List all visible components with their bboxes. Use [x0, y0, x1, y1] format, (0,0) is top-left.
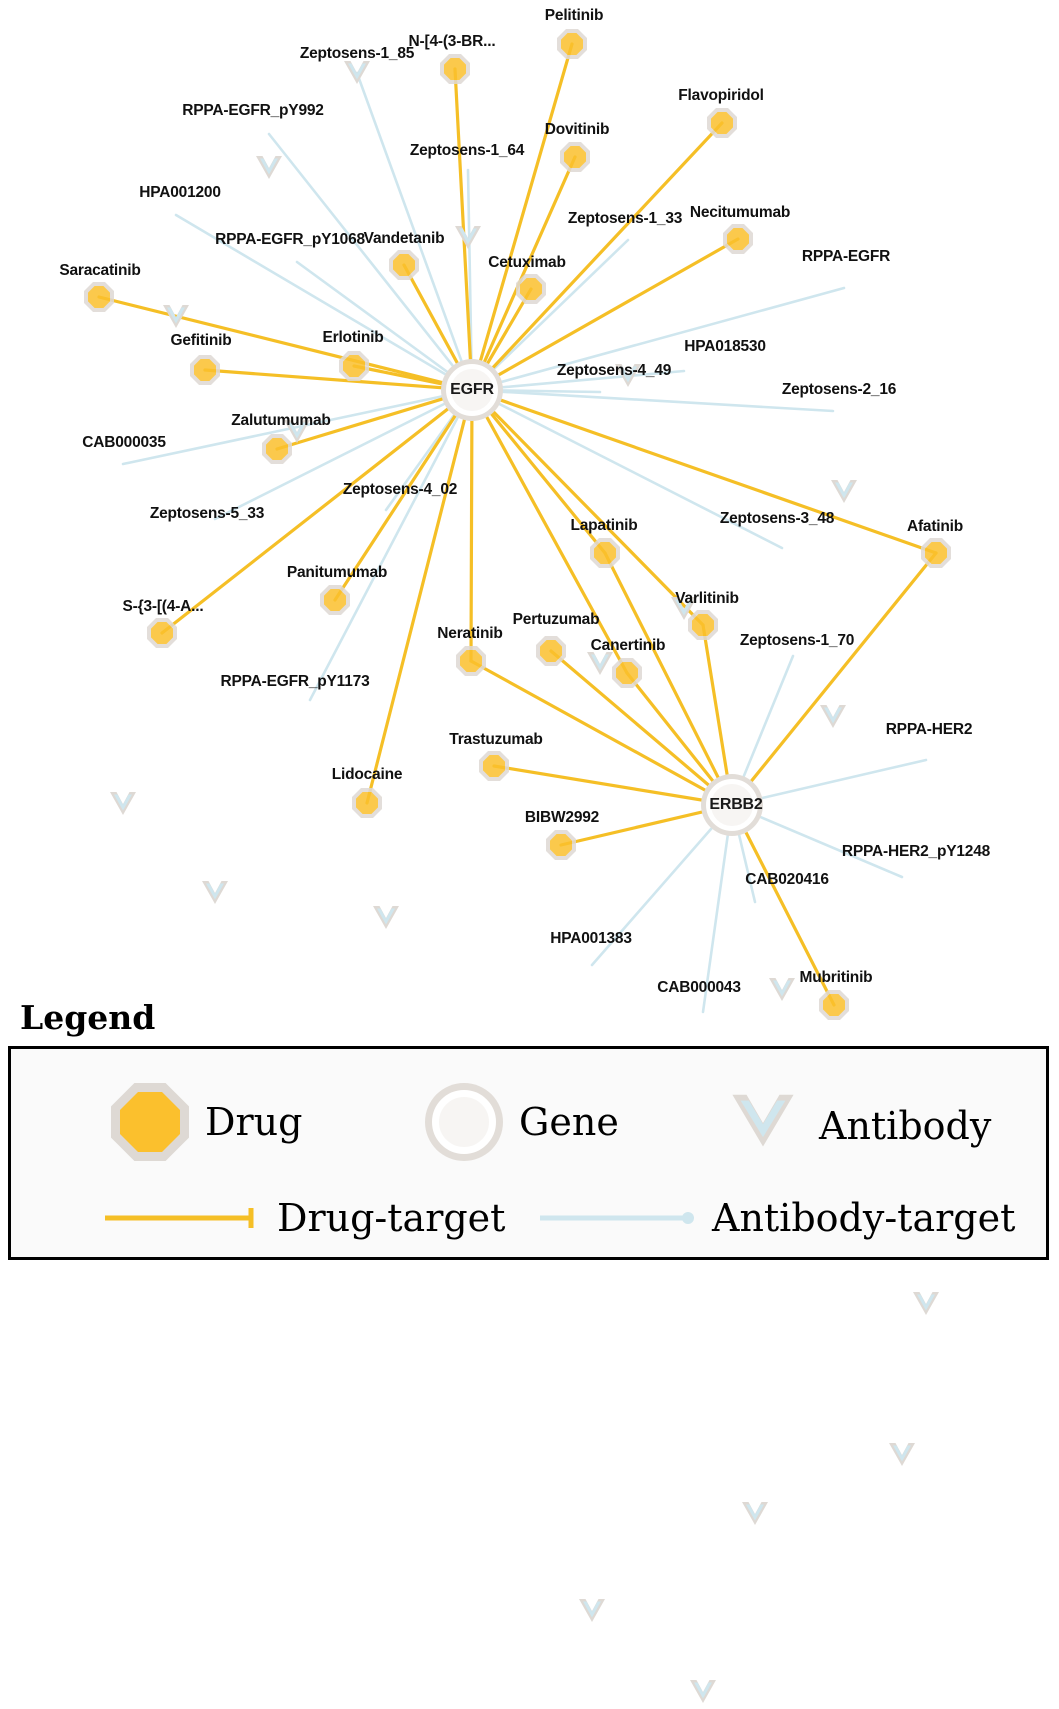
drug-octagon-icon: [616, 662, 638, 684]
antibody-label: Zeptosens-2_16: [781, 381, 897, 398]
drug-label: Trastuzumab: [449, 731, 543, 748]
drug-octagon-icon: [343, 355, 365, 377]
antibody-target-edge-icon: [538, 1206, 698, 1230]
antibody-node[interactable]: [816, 700, 850, 734]
drug-octagon-icon: [692, 614, 714, 636]
drug-octagon-icon: [925, 542, 947, 564]
drug-node[interactable]: [612, 658, 642, 688]
drug-octagon-icon: [460, 650, 482, 672]
drug-octagon-icon: [324, 589, 346, 611]
drug-octagon-icon: [88, 286, 110, 308]
gene-circle-icon: [425, 1083, 503, 1161]
drug-node[interactable]: [557, 29, 587, 59]
drug-label: Flavopiridol: [678, 87, 764, 104]
legend-label-antibody-target: Antibody-target: [712, 1196, 1016, 1240]
drug-node[interactable]: [389, 250, 419, 280]
drug-octagon-icon: [550, 834, 572, 856]
drug-octagon-icon: [444, 58, 466, 80]
drug-target-edge-icon: [103, 1206, 263, 1230]
drug-node[interactable]: [147, 618, 177, 648]
antibody-node[interactable]: [451, 221, 485, 255]
drug-octagon-icon: [711, 112, 733, 134]
gene-label: ERBB2: [709, 796, 763, 813]
antibody-label: Zeptosens-5_33: [149, 505, 265, 522]
legend-item-drug: [111, 1083, 302, 1161]
drug-node[interactable]: [819, 990, 849, 1020]
drug-node[interactable]: [352, 788, 382, 818]
drug-octagon-icon: [266, 438, 288, 460]
antibody-node[interactable]: [738, 1497, 772, 1531]
drug-node[interactable]: [921, 538, 951, 568]
legend-item-gene: [425, 1083, 619, 1161]
drug-node[interactable]: [546, 830, 576, 860]
antibody-node[interactable]: [575, 1594, 609, 1628]
drug-label: BIBW2992: [524, 809, 600, 826]
antibody-node[interactable]: [159, 300, 193, 334]
drug-node[interactable]: [688, 610, 718, 640]
drug-octagon-icon: [823, 994, 845, 1016]
antibody-label: CAB000035: [82, 434, 166, 451]
drug-label: Panitumumab: [286, 564, 388, 581]
legend-item-drug-target: [103, 1196, 506, 1240]
drug-label: Saracatinib: [59, 262, 141, 279]
legend-item-antibody-target: [538, 1196, 1016, 1240]
drug-label: Dovitinib: [544, 121, 610, 138]
drug-node[interactable]: [456, 646, 486, 676]
drug-octagon-icon: [727, 228, 749, 250]
drug-node[interactable]: [590, 538, 620, 568]
antibody-chevron-icon: [723, 1083, 803, 1168]
drug-octagon-icon: [540, 640, 562, 662]
antibody-node[interactable]: [198, 876, 232, 910]
antibody-label: RPPA-HER2_pY1248: [841, 843, 991, 860]
drug-label: S-{3-[(4-A...: [122, 598, 204, 615]
antibody-label: RPPA-EGFR_pY1068: [215, 231, 365, 248]
antibody-node[interactable]: [909, 1287, 943, 1321]
drug-node[interactable]: [516, 274, 546, 304]
drug-node[interactable]: [339, 351, 369, 381]
antibody-node[interactable]: [885, 1438, 919, 1472]
antibody-label: Zeptosens-3_48: [719, 510, 835, 527]
drug-label: Necitumumab: [689, 204, 791, 221]
antibody-label: Zeptosens-1_70: [739, 632, 855, 649]
drug-octagon-icon: [483, 755, 505, 777]
legend-title: Legend: [20, 998, 156, 1037]
drug-label: Zalutumumab: [231, 412, 331, 429]
drug-label: Mubritinib: [799, 969, 873, 986]
drug-octagon-icon: [194, 359, 216, 381]
drug-node[interactable]: [262, 434, 292, 464]
legend-label-antibody: Antibody: [819, 1103, 992, 1148]
drug-node[interactable]: [536, 636, 566, 666]
antibody-label: RPPA-EGFR: [801, 248, 891, 265]
drug-label: Canertinib: [590, 637, 666, 654]
antibody-label: Zeptosens-1_64: [409, 142, 525, 159]
antibody-label: Zeptosens-4_49: [556, 362, 672, 379]
antibody-node[interactable]: [686, 1675, 720, 1709]
drug-node[interactable]: [440, 54, 470, 84]
antibody-node[interactable]: [765, 973, 799, 1007]
antibody-label: HPA001200: [139, 184, 221, 201]
drug-label: Gefitinib: [170, 332, 232, 349]
drug-label: Pertuzumab: [512, 611, 600, 628]
antibody-label: RPPA-EGFR_pY992: [182, 102, 324, 119]
antibody-node[interactable]: [106, 787, 140, 821]
drug-node[interactable]: [320, 585, 350, 615]
antibody-label: Zeptosens-1_33: [567, 210, 683, 227]
drug-label: Pelitinib: [544, 7, 604, 24]
legend-box: [8, 1046, 1049, 1260]
antibody-label: CAB000043: [657, 979, 741, 996]
legend-label-drug-target: Drug-target: [277, 1196, 506, 1240]
drug-octagon-icon: [564, 146, 586, 168]
gene-label: EGFR: [450, 381, 494, 398]
antibody-label: Zeptosens-4_02: [342, 481, 458, 498]
antibody-label: CAB020416: [745, 871, 829, 888]
antibody-node[interactable]: [252, 151, 286, 185]
antibody-node[interactable]: [827, 475, 861, 509]
drug-node[interactable]: [707, 108, 737, 138]
drug-label: Varlitinib: [675, 590, 739, 607]
drug-label: Afatinib: [906, 518, 964, 535]
antibody-label: Zeptosens-1_85: [299, 45, 415, 62]
drug-octagon-icon: [393, 254, 415, 276]
drug-octagon-icon: [151, 622, 173, 644]
drug-label: Neratinib: [437, 625, 503, 642]
drug-label: N-[4-(3-BR...: [408, 33, 496, 50]
antibody-label: RPPA-HER2: [885, 721, 973, 738]
drug-label: Erlotinib: [322, 329, 384, 346]
legend-item-antibody: [723, 1083, 991, 1168]
drug-octagon-icon: [111, 1083, 189, 1161]
legend-label-gene: Gene: [519, 1100, 619, 1144]
antibody-label: HPA001383: [550, 930, 632, 947]
drug-node[interactable]: [479, 751, 509, 781]
legend: [0, 998, 1059, 1280]
drug-octagon-icon: [356, 792, 378, 814]
drug-octagon-icon: [561, 33, 583, 55]
antibody-label: RPPA-EGFR_pY1173: [220, 673, 370, 690]
drug-node[interactable]: [84, 282, 114, 312]
drug-node[interactable]: [560, 142, 590, 172]
drug-label: Vandetanib: [363, 230, 445, 247]
antibody-label: HPA018530: [684, 338, 766, 355]
drug-octagon-icon: [520, 278, 542, 300]
drug-octagon-icon: [594, 542, 616, 564]
drug-label: Lidocaine: [331, 766, 403, 783]
antibody-node[interactable]: [369, 901, 403, 935]
drug-label: Lapatinib: [570, 517, 638, 534]
drug-node[interactable]: [723, 224, 753, 254]
legend-label-drug: Drug: [205, 1100, 303, 1144]
drug-label: Cetuximab: [488, 254, 566, 271]
drug-node[interactable]: [190, 355, 220, 385]
